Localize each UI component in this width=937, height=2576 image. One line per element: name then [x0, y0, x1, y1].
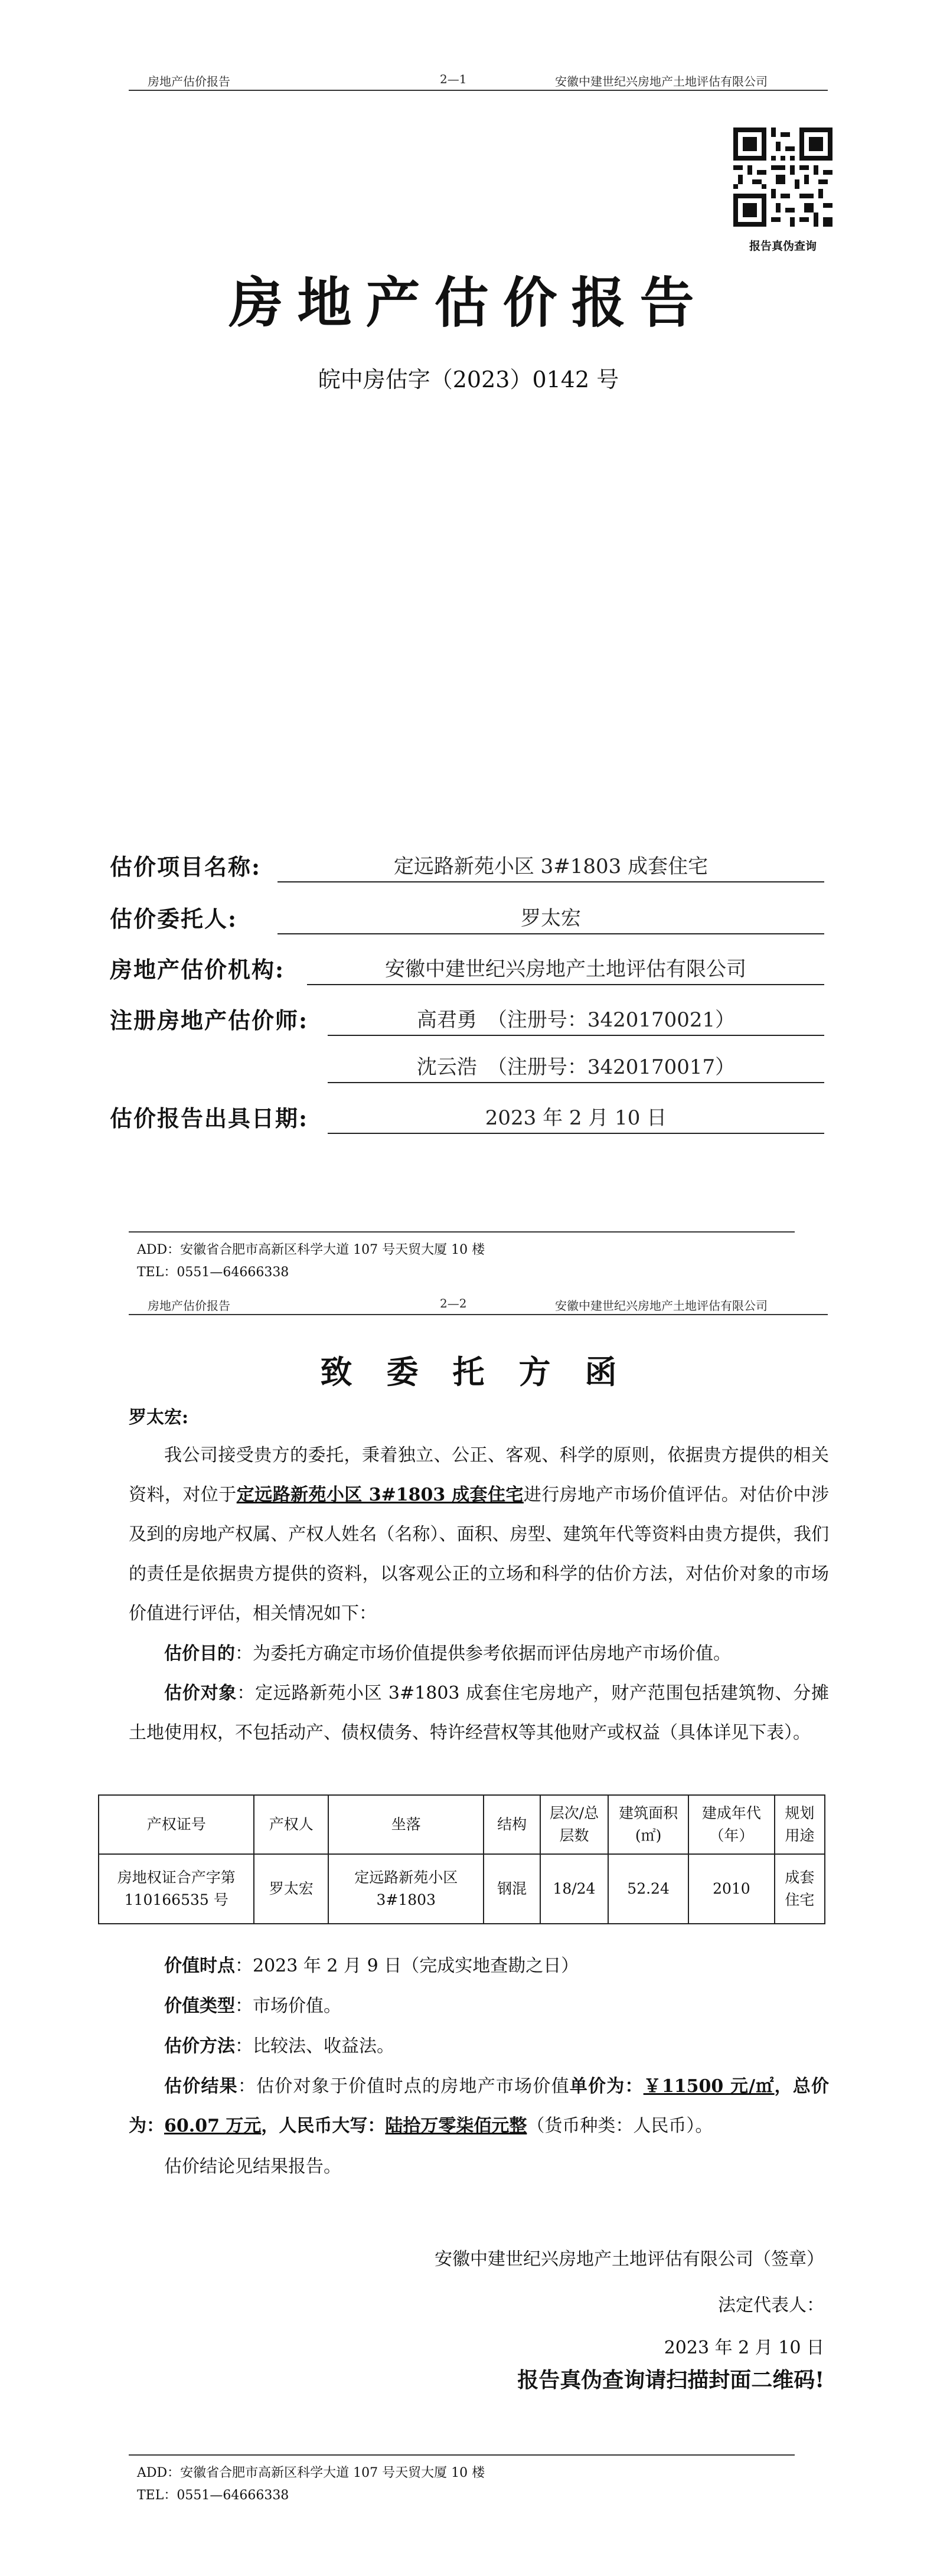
report-date-value: 2023 年 2 月 10 日 [328, 1101, 824, 1134]
salutation: 罗太宏: [129, 1407, 189, 1428]
table-cell: 成套住宅 [775, 1854, 825, 1924]
value-type-paragraph [129, 1986, 829, 2026]
report-date-label: 估价报告出具日期: [110, 1105, 309, 1132]
table-header-cell: 坐落 [328, 1795, 484, 1854]
letter-title: 致委托方函 [320, 1353, 651, 1391]
conclusion-note [129, 2147, 829, 2186]
appraiser-1: 高君勇 （注册号：3420170021） [328, 1003, 824, 1036]
intro-text-a: 我公司接受贵方的委托，秉着独立、公正、客观、科学的原则，依据贵方提供的相关资料，对位于 [129, 1445, 829, 1505]
header-left: 房地产估价报告 [148, 1299, 230, 1313]
purpose-text: ：为委托方确定市场价值提供参考依据而评估房地产市场价值。 [235, 1643, 731, 1664]
property-table [98, 1794, 825, 1924]
table-cell: 定远路新苑小区 3#1803 [328, 1854, 484, 1924]
client-label: 估价委托人: [110, 905, 238, 932]
table-cell: 18/24 [540, 1854, 609, 1924]
footer-rule [129, 2454, 795, 2456]
qr-caption: 报告真伪查询 [749, 240, 817, 253]
report-title: 房地产估价报告 [228, 271, 709, 335]
table-cell: 罗太宏 [254, 1854, 328, 1924]
purpose-label: 估价目的 [164, 1643, 235, 1664]
result-label: 估价结果 [164, 2076, 238, 2097]
legal-representative: 法定代表人： [718, 2295, 824, 2316]
agency-value: 安徽中建世纪兴房地产土地评估有限公司 [307, 953, 824, 985]
report-number: 皖中房估字（2023）0142 号 [318, 367, 619, 393]
conclusion-text: 估价结论见结果报告。 [164, 2156, 341, 2177]
project-name-label: 估价项目名称: [110, 854, 262, 880]
table-cell: 钢混 [484, 1854, 540, 1924]
table-header-cell: 层次/总层数 [540, 1795, 609, 1854]
object-label: 估价对象 [164, 1683, 237, 1704]
table-cell: 房地权证合产字第110166535 号 [99, 1854, 254, 1924]
value-type-label: 价值类型 [164, 1996, 235, 2016]
qr-code[interactable] [733, 128, 832, 227]
total-price-value: 60.07 万元 [164, 2116, 262, 2136]
table-header-cell: 建成年代（年） [688, 1795, 775, 1854]
method-label: 估价方法 [164, 2036, 235, 2057]
table-header-row [99, 1795, 825, 1854]
unit-price-value: ￥11500 元/㎡ [643, 2076, 775, 2097]
property-address: 定远路新苑小区 3#1803 成套住宅 [236, 1485, 524, 1505]
header-left: 房地产估价报告 [148, 74, 230, 89]
purpose-paragraph [129, 1634, 829, 1673]
table-cell: 52.24 [608, 1854, 688, 1924]
footer-rule [129, 1231, 795, 1233]
header-right: 安徽中建世纪兴房地产土地评估有限公司 [555, 74, 768, 89]
signature-company: 安徽中建世纪兴房地产土地评估有限公司（签章） [435, 2249, 824, 2270]
table-header-cell: 产权证号 [99, 1795, 254, 1854]
header-page-number: 2—2 [440, 1296, 467, 1310]
appraiser-2: 沈云浩 （注册号：3420170017） [328, 1051, 824, 1083]
rmb-value: 陆拾万零柒佰元整 [385, 2116, 527, 2136]
method-text: ：比较法、收益法。 [235, 2036, 394, 2057]
signature-date: 2023 年 2 月 10 日 [664, 2338, 824, 2358]
intro-paragraph [129, 1436, 829, 1633]
table-header-cell: 结构 [484, 1795, 540, 1854]
object-paragraph [129, 1673, 829, 1753]
footer-address: ADD：安徽省合肥市高新区科学大道 107 号天贸大厦 10 楼 [137, 2466, 485, 2480]
value-type-text: ：市场价值。 [235, 1996, 341, 2016]
table-header-cell: 规划用途 [775, 1795, 825, 1854]
value-time-text: ：2023 年 2 月 9 日（完成实地查勘之日） [235, 1956, 579, 1976]
verification-note: 报告真伪查询请扫描封面二维码! [517, 2368, 824, 2392]
value-time-label: 价值时点 [164, 1956, 235, 1976]
result-text: ：估价对象于价值时点的房地产市场价值 [237, 2076, 570, 2097]
header-rule [129, 1314, 828, 1315]
agency-label: 房地产估价机构: [110, 956, 285, 983]
currency-note: （货币种类：人民币）。 [527, 2116, 713, 2136]
footer-tel: TEL：0551—64666338 [137, 1265, 289, 1280]
footer-address: ADD：安徽省合肥市高新区科学大道 107 号天贸大厦 10 楼 [137, 1243, 485, 1257]
total-price-label: ，总价为： [129, 2076, 829, 2136]
rmb-label: ，人民币大写： [261, 2116, 386, 2136]
table-cell: 2010 [688, 1854, 775, 1924]
table-row [99, 1854, 825, 1924]
appraiser-label: 注册房地产估价师: [110, 1007, 309, 1034]
method-paragraph [129, 2026, 829, 2066]
unit-price-label: 单价为： [569, 2076, 644, 2097]
result-paragraph [129, 2067, 829, 2146]
intro-text-b: 进行房地产市场价值评估。对估价中涉及到的房地产权属、产权人姓名（名称）、面积、房型、建筑年代等资料由贵方提供，我们的责任是依据贵方提供的资料，以客观公正的立场和科学的估价方法，对估价对象的市场价值进行评估，相关情况如下： [129, 1485, 830, 1624]
project-name-value: 定远路新苑小区 3#1803 成套住宅 [277, 850, 824, 882]
table-header-cell: 产权人 [254, 1795, 328, 1854]
header-page-number: 2—1 [440, 72, 467, 86]
object-text: ：定远路新苑小区 3#1803 成套住宅房地产，财产范围包括建筑物、分摊土地使用权，不包括动产、债权债务、特许经营权等其他财产或权益（具体详见下表）。 [129, 1683, 829, 1743]
table-header-cell: 建筑面积(㎡) [608, 1795, 688, 1854]
header-rule [129, 90, 828, 91]
client-value: 罗太宏 [277, 902, 824, 934]
footer-tel: TEL：0551—64666338 [137, 2488, 289, 2503]
header-right: 安徽中建世纪兴房地产土地评估有限公司 [555, 1299, 768, 1313]
value-time-paragraph [129, 1946, 829, 1986]
